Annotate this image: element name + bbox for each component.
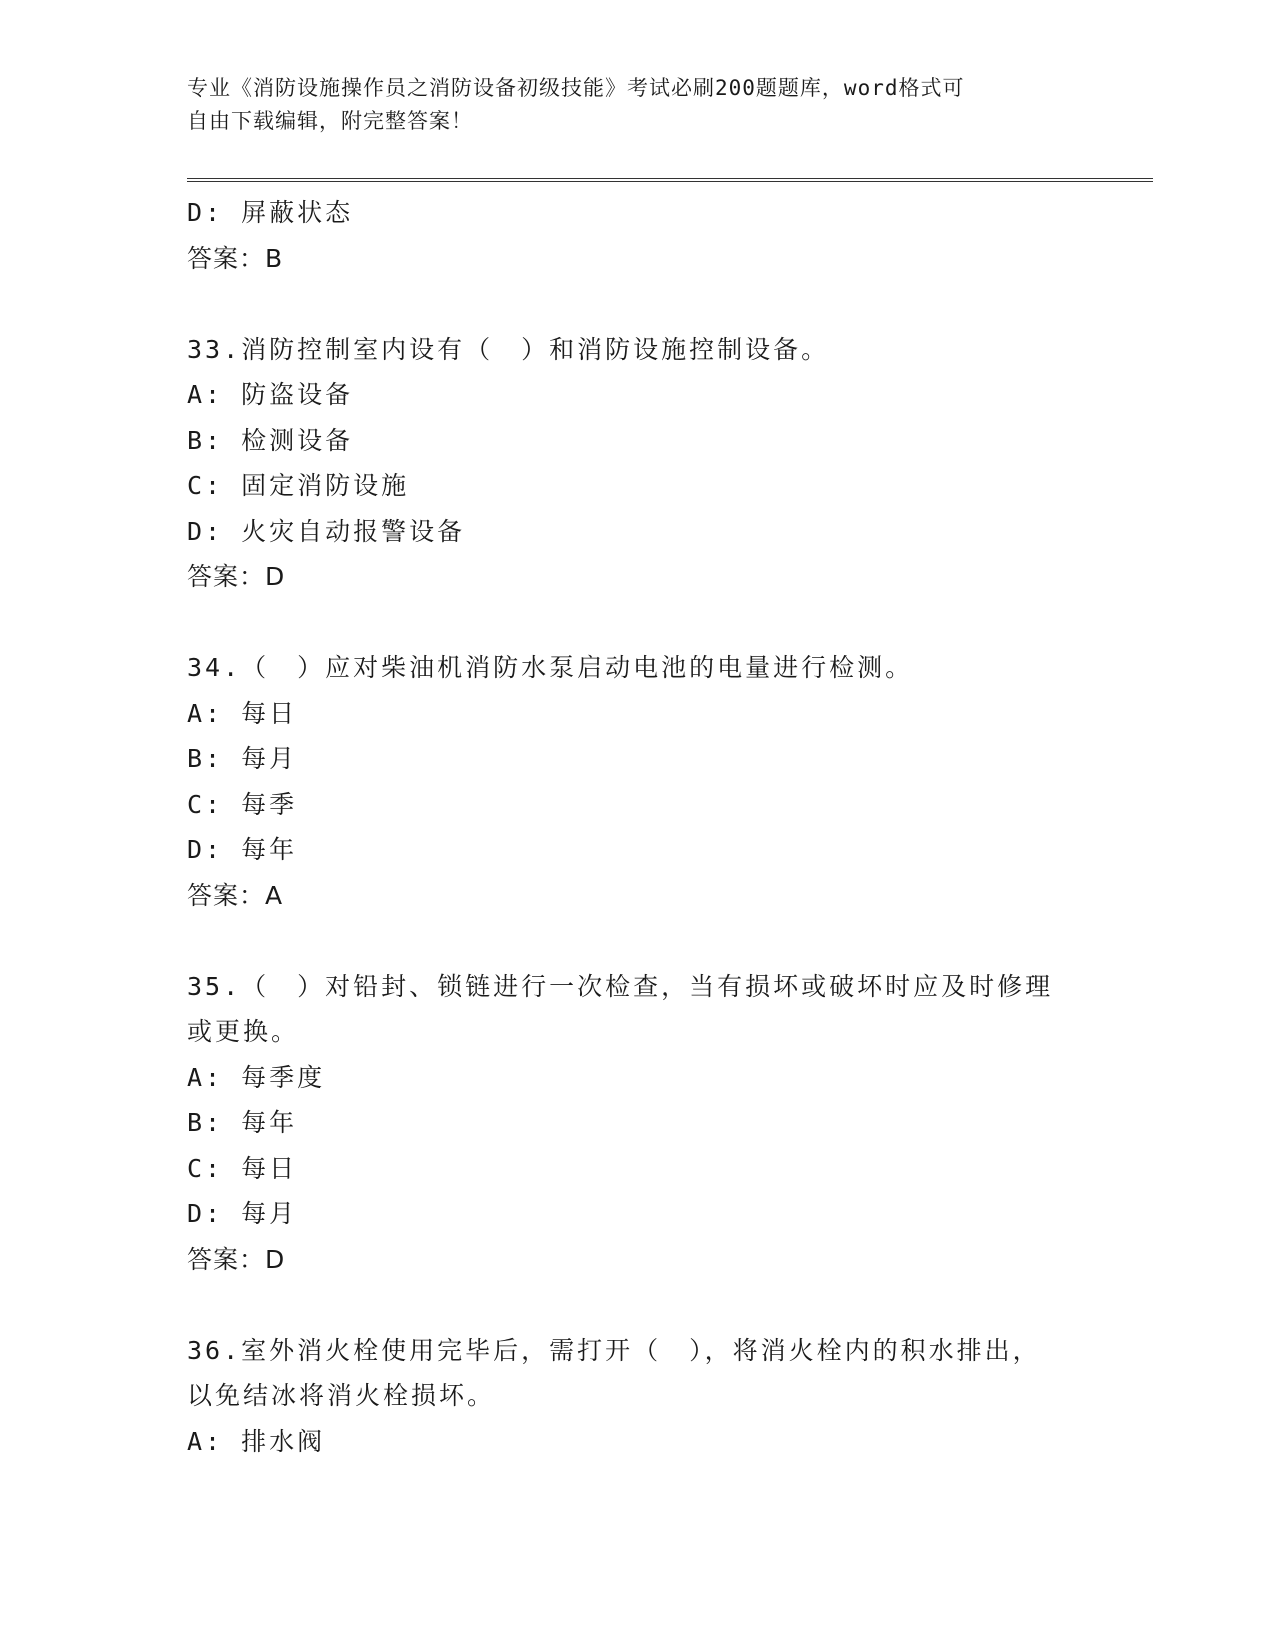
question-stem-continued: 或更换。 [187, 1017, 300, 1046]
option-a: A: 每季度 [187, 1062, 326, 1092]
question-35 [187, 964, 1087, 1283]
question-stem-continued: 以免结冰将消火栓损坏。 [187, 1381, 496, 1410]
option-d: D: 火灾自动报警设备 [187, 516, 466, 546]
option-d: D: 屏蔽状态 [187, 198, 354, 227]
spacer [187, 600, 1087, 646]
option-c: C: 每季 [187, 789, 298, 819]
option-a: A: 排水阀 [187, 1426, 326, 1456]
header-title-line-1: 专业《消防设施操作员之消防设备初级技能》考试必刷200题题库，word格式可 [187, 76, 965, 100]
question-34 [187, 645, 1087, 918]
option-a: A: 每日 [187, 698, 298, 728]
option-b: B: 每月 [187, 744, 298, 773]
spacer [187, 281, 1087, 327]
option-a: A: 防盗设备 [187, 380, 354, 409]
answer-line: 答案：D [187, 1244, 286, 1274]
question-33 [187, 327, 1087, 600]
page-header [187, 72, 1067, 138]
previous-question-tail [187, 190, 1087, 281]
spacer [187, 1282, 1087, 1328]
question-stem: 35.（ ）对铅封、锁链进行一次检查，当有损坏或破坏时应及时修理 [187, 971, 1054, 1001]
question-36 [187, 1328, 1087, 1465]
spacer [187, 918, 1087, 964]
option-b: B: 检测设备 [187, 425, 354, 455]
option-c: C: 固定消防设施 [187, 471, 410, 500]
header-divider [187, 178, 1153, 182]
answer-line: 答案：D [187, 562, 286, 591]
option-d: D: 每月 [187, 1199, 298, 1228]
question-stem: 34.（ ）应对柴油机消防水泵启动电池的电量进行检测。 [187, 653, 914, 682]
question-stem: 36.室外消火栓使用完毕后，需打开（ ），将消火栓内的积水排出， [187, 1335, 1041, 1365]
header-title-line-2: 自由下载编辑，附完整答案！ [187, 109, 473, 133]
answer-line: 答案：A [187, 880, 284, 910]
question-stem: 33.消防控制室内设有（ ）和消防设施控制设备。 [187, 334, 830, 364]
option-c: C: 每日 [187, 1153, 298, 1183]
option-d: D: 每年 [187, 835, 298, 864]
question-list [187, 190, 1087, 1464]
answer-line: 答案：B [187, 243, 284, 273]
option-b: B: 每年 [187, 1108, 298, 1137]
